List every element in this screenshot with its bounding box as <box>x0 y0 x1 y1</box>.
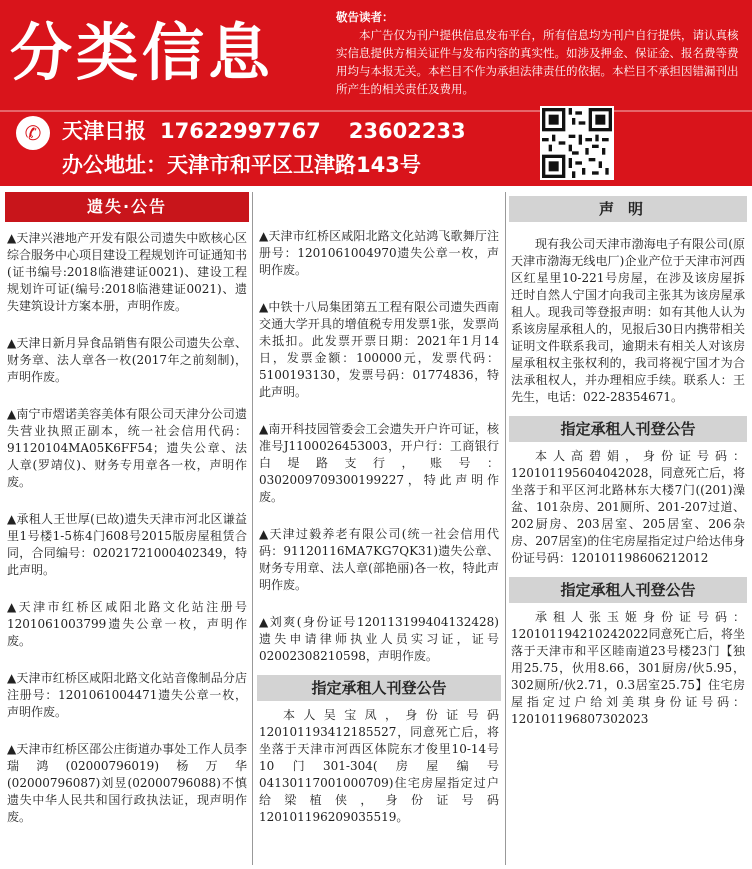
notice-item: 本人高碧娟，身份证号码：120101195604042028，同意死亡后，将坐落于和平区河北路林东大楼7门((201)澡盆、101杂房、201厕所、201-207过道、202厨房、203居室、205居室、206杂房、207居室)的住宅房屋指定过户给达伟身份证号码：120101198606212012 <box>511 449 745 565</box>
paper-name: 天津日报 <box>62 119 146 143</box>
contact-info <box>62 114 466 182</box>
section-title: 遗失·公告 <box>5 192 249 222</box>
notice-item: 现有我公司天津市渤海电子有限公司(原天津市渤海无线电厂)企业产位于天津市河西区红星里10-221号房屋，在涉及该房屋拆迁时自然人宁国才向我司主张其为该房屋承租人。现我司等登报声明：如有其他人认为系该房屋承租人的，见报后30日内携带相关证明文件联系我司，逾期未有相关人对该房屋承租权主张权利的，我司将视宁国才为合法承租权人，并办理相应手续。联系人：王先生，电话：022-28354671。 <box>511 237 745 404</box>
section-title: 声明 <box>509 196 747 222</box>
phone-icon: ✆ <box>16 116 50 150</box>
notice-item: ▲天津日新月异食品销售有限公司遗失公章、财务章、法人章各一枚(2017年之前刻制)，声明作废。 <box>7 336 247 384</box>
divider <box>252 192 253 865</box>
page-title: 分类信息 <box>10 16 275 89</box>
notice-item: ▲承租人王世厚(已故)遗失天津市河北区谦益里1号楼1-5栋4门608号2015版房屋租赁合同，合同编号：02021721000402349，特此声明。 <box>7 512 247 577</box>
notice-item: ▲天津兴港地产开发有限公司遗失中欧核心区综合服务中心项目建设工程规划许可证通知书(证书编号:2018临港建证0021)、建设工程规划许可证(编号:2018临港建证0021)、遗失建筑设计方案本册，声明作废。 <box>7 231 248 313</box>
divider <box>505 192 506 865</box>
notice-item: ▲中铁十八局集团第五工程有限公司遗失西南交通大学开具的增值税专用发票1张，发票尚未抵扣。此发票开票日期：2021年1月14日，发票金额：100000元，发票代码：5100193130，发票号码：01774836，特此声明。 <box>259 300 499 399</box>
column-2 <box>257 192 501 865</box>
notice-item: ▲刘爽(身份证号120113199404132428)遗失申请律师执业人员实习证，证号02002308210598，声明作废。 <box>259 615 499 663</box>
column-3 <box>509 192 747 865</box>
column-1 <box>5 192 249 865</box>
notice-item: ▲天津市红桥区邵公庄街道办事处工作人员李瑞鸿(02000796019)杨万华(02000796087)刘昱(02000796088)不慎遗失中华人民共和国行政执法证，现声明作废。 <box>7 742 247 824</box>
notice-item: 承租人张玉姬身份证号码：120101194210242022同意死亡后，将坐落于天津市和平区睦南道23号楼23门【独用25.75，伙用8.66，301厨房/伙5.95，302厕所/伙2.71，0.3居室25.75】住宅房屋指定过户给刘美琪身份证号码：120101196807302023 <box>511 610 745 726</box>
section-title: 指定承租人刊登公告 <box>509 577 747 603</box>
notice-heading: 敬告读者： <box>336 10 394 24</box>
notice-item: ▲天津市红桥区咸阳北路文化站注册号1201061003799遗失公章一枚，声明作废。 <box>7 600 247 648</box>
reader-notice <box>336 8 744 98</box>
notice-item: ▲南宁市熠诺美容美体有限公司天津分公司遗失营业执照正副本，统一社会信用代码：91120104MA05K6FF54；遗失公章、法人章(罗靖仪)、财务专用章各一枚，声明作废。 <box>7 407 247 489</box>
notice-item: ▲天津市红桥区咸阳北路文化站鸿飞歌舞厅注册号：1201061004970遗失公章一枚，声明作废。 <box>259 229 499 277</box>
section-title: 指定承租人刊登公告 <box>509 416 747 442</box>
phone-number-1: 17622997767 <box>160 119 321 143</box>
notice-item: 本人吴宝凤，身份证号码120101193412185527，同意死亡后，将坐落于天津市河西区体院东才俊里10-14号10门301-304(房屋编号04130117001000709)住宅房屋指定过户给梁植侠，身份证号码120101196209035519。 <box>259 708 499 824</box>
notice-item: ▲南开科技园管委会工会遗失开户许可证，核准号J1100026453003，开户行：工商银行白堤路支行，账号：0302009709300199227，特此声明作废。 <box>259 422 499 504</box>
office-address: 办公地址：天津市和平区卫津路143号 <box>62 153 421 177</box>
contact-line-1 <box>62 114 466 148</box>
notice-body: 本广告仅为刊户提供信息发布平台，所有信息均为刊户自行提供，请认真核实信息提供方相关证件与发布内容的真实性。如涉及押金、保证金、报名费等费用均与本报无关。本栏目不作为承担法律责任的依据。本栏目不承担因错漏刊出所产生的相关责任及费用。 <box>336 28 739 96</box>
header-banner <box>0 0 752 186</box>
phone-number-2: 23602233 <box>348 119 466 143</box>
notice-item: ▲天津市红桥区咸阳北路文化站音像制品分店注册号：1201061004471遗失公章一枚，声明作废。 <box>7 671 247 719</box>
divider <box>0 110 752 112</box>
section-title: 指定承租人刊登公告 <box>257 675 501 701</box>
notice-item: ▲天津过毅养老有限公司(统一社会信用代码：91120116MA7KG7QK31)遗失公章、财务专用章、法人章(部艳丽)各一枚，特此声明作废。 <box>259 527 499 592</box>
qr-code-icon <box>540 106 614 180</box>
